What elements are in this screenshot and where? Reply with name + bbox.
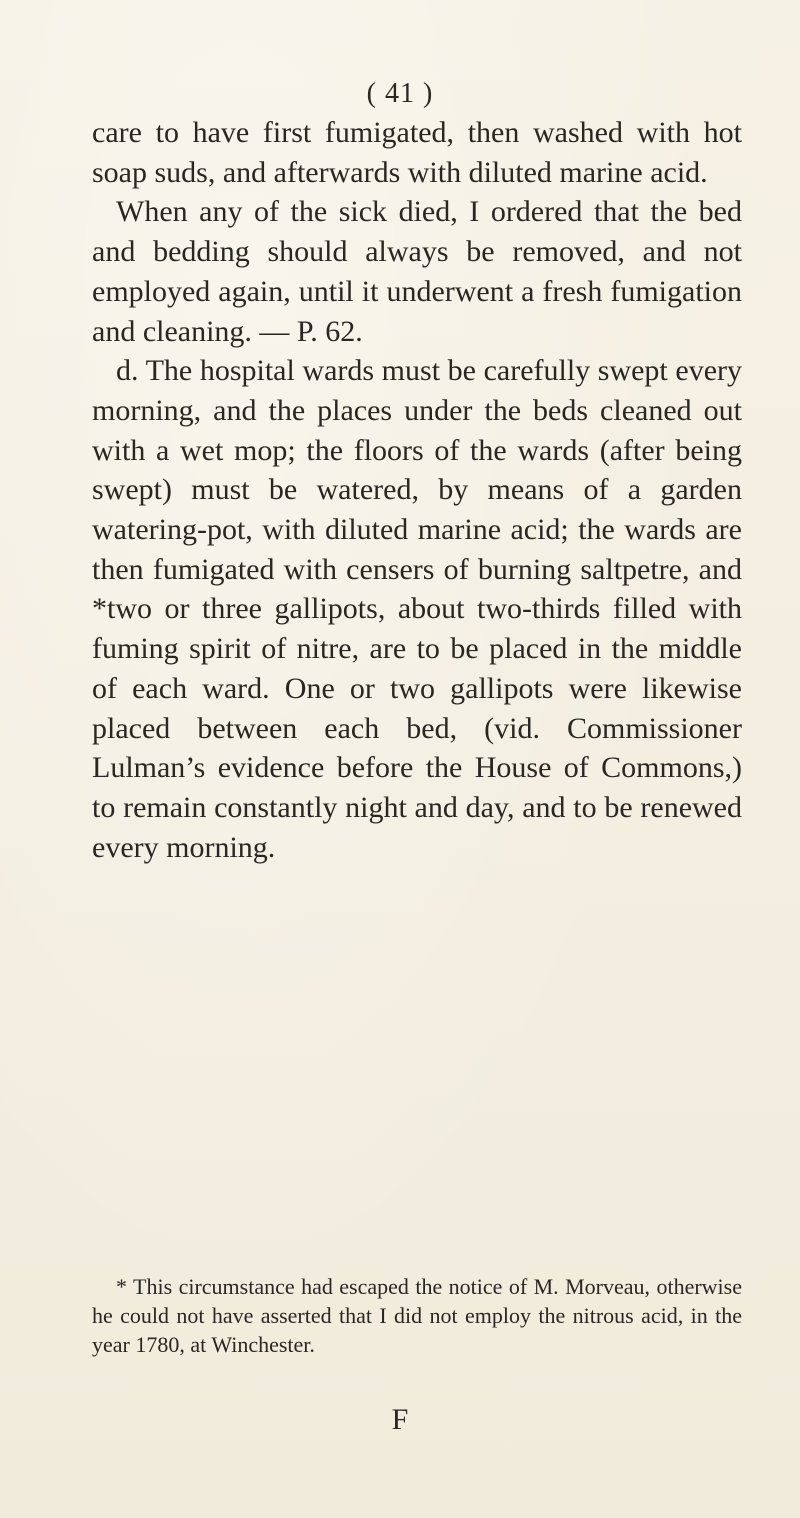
signature-mark: F: [391, 1403, 409, 1436]
page-number: ( 41 ): [366, 78, 434, 109]
footnote: * This circumstance had escaped the notice of M. Morveau, otherwise he could not have asserted that I did not employ the nitrous acid, in the year 1780, at Winchester.: [92, 1274, 742, 1357]
main-text: [92, 113, 742, 867]
paragraph-3: d. The hospital wards must be carefully swept every morning, and the places under the beds cleaned out with a wet mop; the floors of the wards (after being swept) must be watered, by means of a garden watering-pot, with diluted marine acid; the wards are then fumigated with censers of burning saltpetre, and *two or three gallipots, about two-thirds filled with fuming spirit of nitre, are to be placed in the middle of each ward. One or two gallipots were likewise placed between each bed, (vid. Commissioner Lulman’s evidence before the House of Commons,) to remain constantly night and day, and to be renewed every morning.: [92, 354, 742, 864]
paragraph-1: care to have first fumigated, then washed with hot soap suds, and afterwards with diluted marine acid.: [92, 116, 742, 189]
paragraph-2: When any of the sick died, I ordered that the bed and bedding should always be removed, and not employed again, until it underwent a fresh fumigation and cleaning. — P. 62.: [92, 195, 742, 348]
